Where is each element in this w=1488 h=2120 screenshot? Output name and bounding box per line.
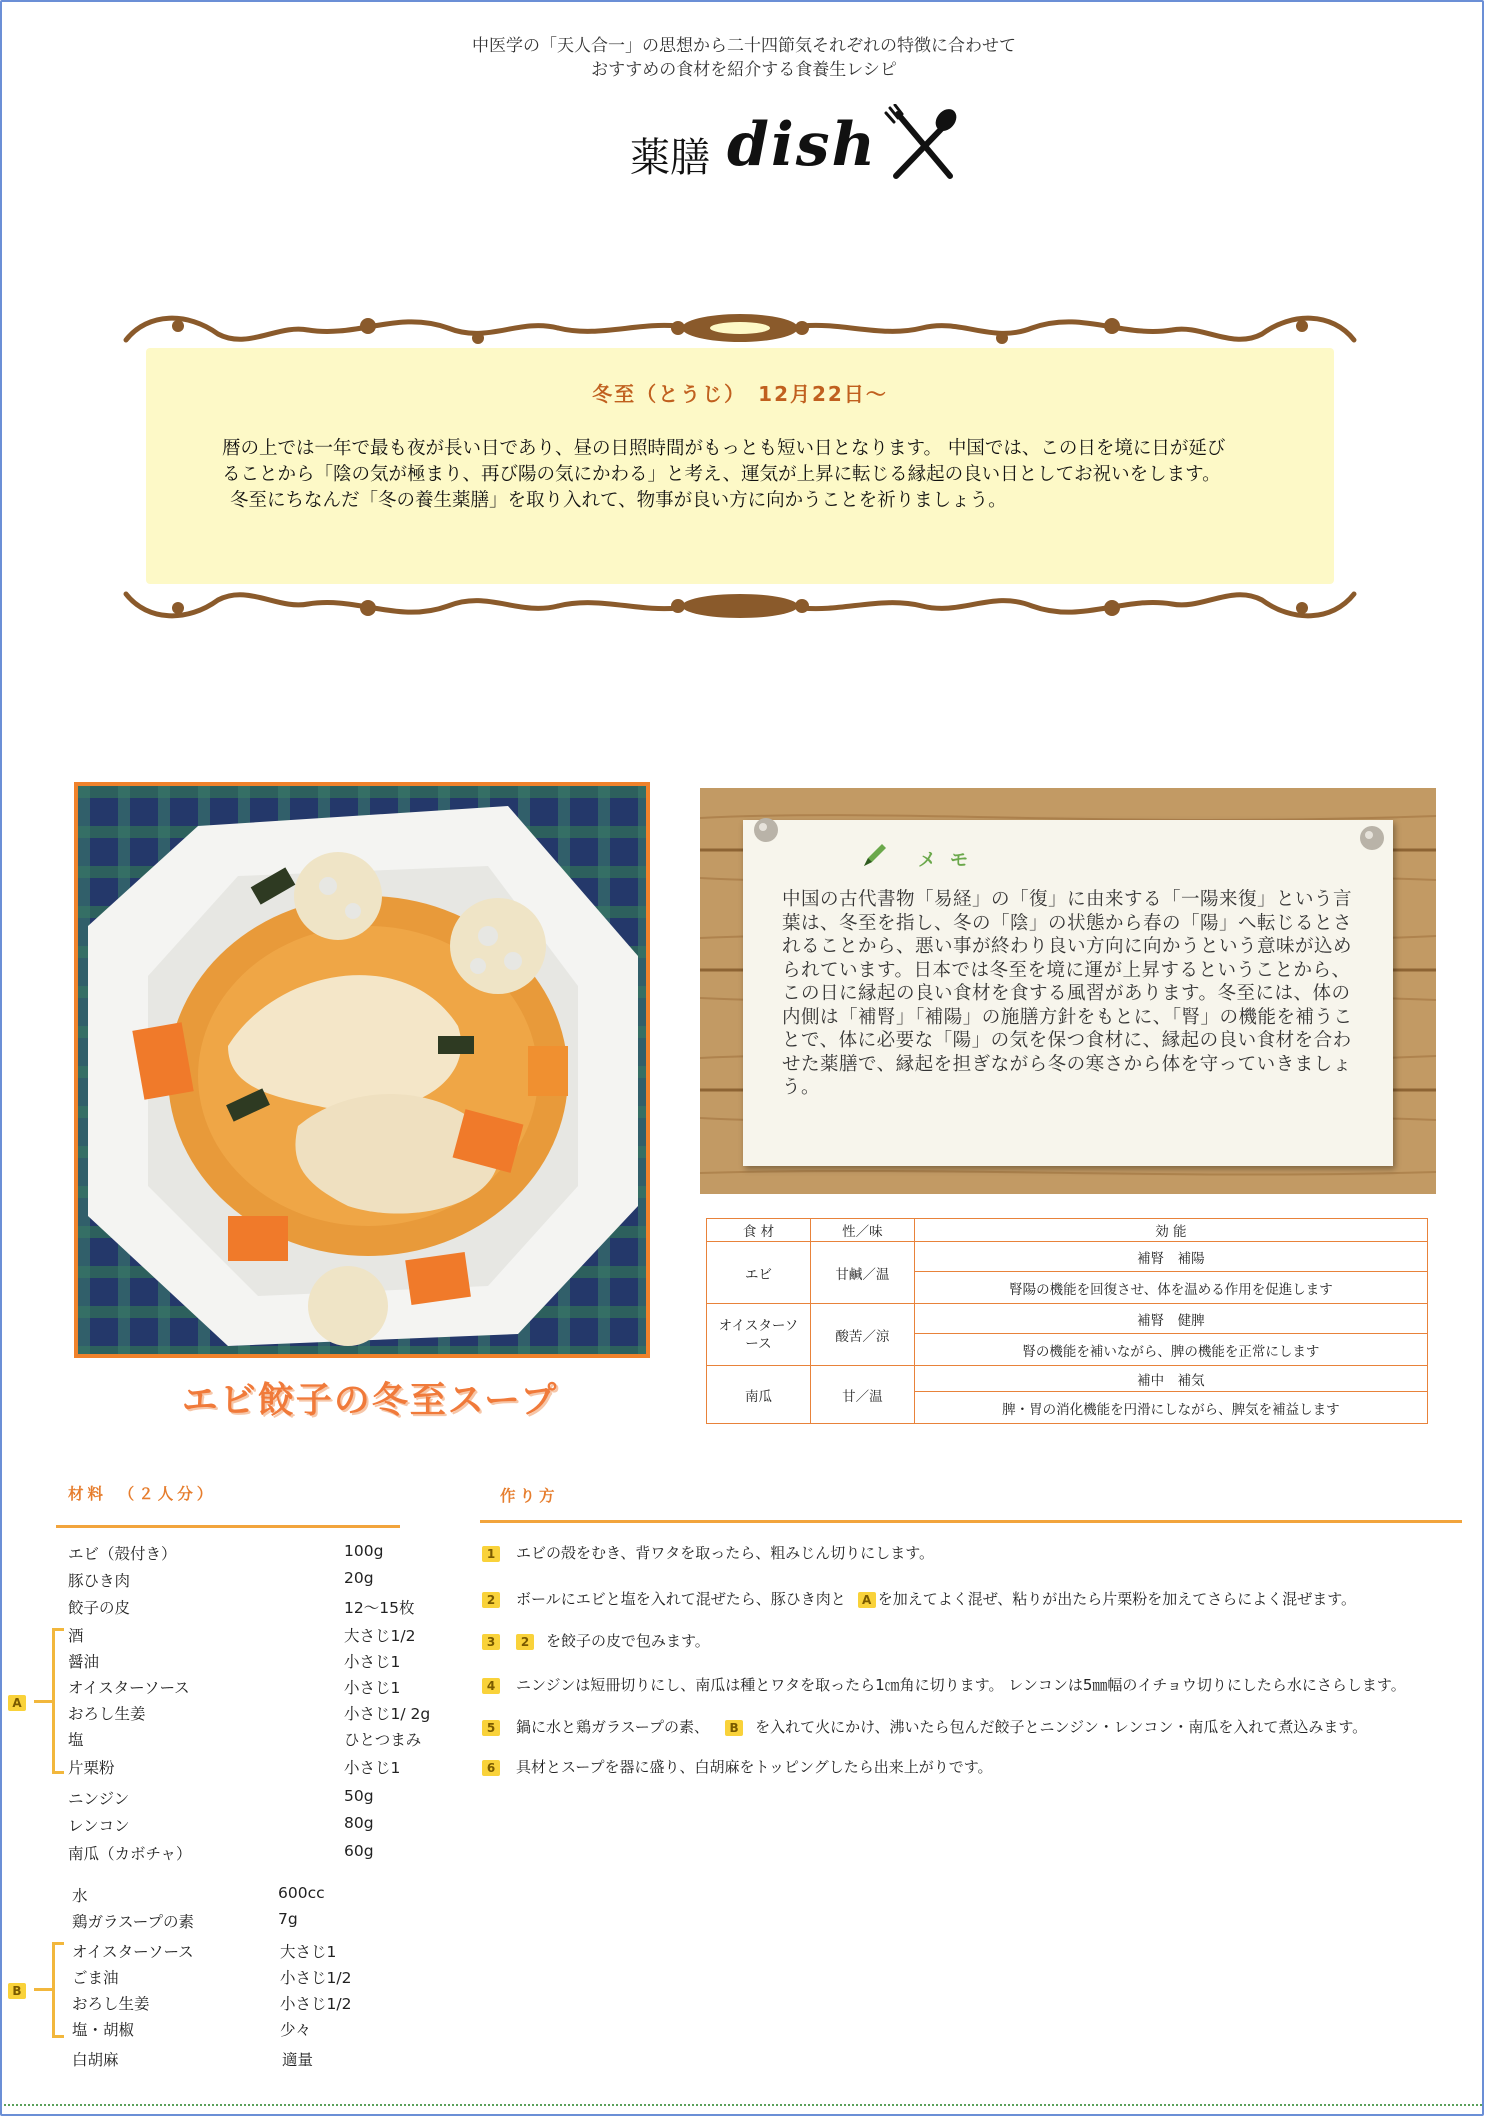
step-3: 3 2 を餃子の皮で包みます。 bbox=[482, 1630, 710, 1651]
step-2: 2 ボールにエビと塩を入れて混ぜたら、豚ひき肉と A を加えてよく混ぜ、粘りが出たら片栗粉を加えてさらによく混ぜます。 bbox=[482, 1588, 1356, 1609]
intro-line-2: おすすめの食材を紹介する食養生レシピ bbox=[591, 60, 897, 80]
group-a-cap-bottom bbox=[52, 1771, 64, 1774]
header-food: 食 材 bbox=[707, 1219, 811, 1242]
group-b-tick bbox=[34, 1988, 54, 1991]
ingredient-row: 醤油 小さじ1 bbox=[68, 1653, 401, 1671]
season-title: 冬至（とうじ） 12月22日～ bbox=[592, 382, 888, 406]
pin-left-icon bbox=[746, 812, 786, 852]
ingredient-row: レンコン 80g bbox=[68, 1814, 374, 1835]
food-cell: エビ bbox=[707, 1242, 811, 1304]
ingredient-row: ごま油 小さじ1/2 bbox=[72, 1969, 352, 1987]
ingredient-row: 餃子の皮 12～15枚 bbox=[68, 1599, 415, 1617]
season-paragraph-1: 暦の上では一年で最も夜が長い日であり、昼の日照時間がもっとも短い日となります。 中国では、この日を境に日が延びることから「陰の気が極まり、再び陽の気にかわる」と考え、運気が上昇に転じる縁起の良い日としてお祝いをします。 bbox=[222, 438, 1226, 485]
memo-body: 中国の古代書物「易経」の「復」に由来する「一陽来復」という言葉は、冬至を指し、冬の「陰」の状態から春の「陽」へ転じるとされることから、悪い事が終わり良い方向に向かうという意味が込められています。日本では冬至を境に運が上昇するということから、この日に縁起の良い食材を食する風習があります。冬至には、体の内側は「補腎」「補陽」の施膳方針をもとに、「腎」の機能を補うことで、体に必要な「陽」の気を保つ食材に、縁起の良い食材を合わせた薬膳で、縁起を担ぎながら冬の寒さから体を守っていきましょう。 bbox=[782, 889, 1353, 1098]
ingredient-row: 片栗粉 小さじ1 bbox=[68, 1759, 401, 1777]
ingredient-row: おろし生姜 小さじ1/2 bbox=[72, 1995, 352, 2013]
table-row bbox=[707, 1242, 1428, 1272]
group-a-cap-top bbox=[52, 1628, 64, 1631]
pencil-icon bbox=[860, 840, 890, 870]
food-cell: 南瓜 bbox=[707, 1366, 811, 1424]
dish-title: エビ餃子の冬至スープ bbox=[181, 1380, 559, 1421]
logo-japanese: 薬膳 bbox=[630, 135, 710, 181]
step-5: 5 鍋に水と鶏ガラスープの素、 B を入れて火にかけ、沸いたら包んだ餃子とニンジン・レンコン・南瓜を入れて煮込みます。 bbox=[482, 1716, 1367, 1737]
nature-cell: 甘／温 bbox=[810, 1366, 914, 1424]
step-4: 4 ニンジンは短冊切りにし、南瓜は種とワタを取ったら1㎝角に切ります。 レンコンは5㎜幅のイチョウ切りにしたら水にさらします。 bbox=[482, 1674, 1406, 1695]
ingredient-row: 水 600cc bbox=[72, 1884, 325, 1905]
season-paragraph-2: 冬至にちなんだ「冬の養生薬膳」を取り入れて、物事が良い方に向かうことを祈りましょう。 bbox=[230, 490, 1007, 511]
effect-short-cell: 補中 補気 bbox=[914, 1366, 1427, 1392]
food-cell: オイスターソース bbox=[707, 1304, 811, 1366]
ingredient-row: 塩・胡椒 少々 bbox=[72, 2021, 312, 2039]
season-description bbox=[222, 436, 1232, 514]
effect-long-cell: 脾・胃の消化機能を円滑にしながら、脾気を補益します bbox=[914, 1392, 1427, 1424]
step-1: 1 エビの殻をむき、背ワタを取ったら、粗みじん切りにします。 bbox=[482, 1542, 934, 1563]
effect-long-cell: 腎陽の機能を回復させ、体を温める作用を促進します bbox=[914, 1272, 1427, 1304]
ingredients-title: 材料 （２人分） bbox=[68, 1485, 217, 1503]
ingredient-row: オイスターソース 大さじ1 bbox=[72, 1943, 337, 1961]
bottom-ornament bbox=[118, 582, 1362, 630]
table-header-row bbox=[707, 1219, 1428, 1242]
ingredient-row: 塩 ひとつまみ bbox=[68, 1731, 422, 1749]
table-row bbox=[707, 1304, 1428, 1334]
group-b-cap-bottom bbox=[52, 2035, 64, 2038]
intro-line-1: 中医学の「天人合一」の思想から二十四節気それぞれの特徴に合わせて bbox=[472, 36, 1016, 56]
ingredient-row: 南瓜（カボチャ） 60g bbox=[68, 1842, 374, 1863]
nature-cell: 酸苦／涼 bbox=[810, 1304, 914, 1366]
dumpling-soup-image bbox=[78, 786, 646, 1354]
effect-short-cell: 補腎 健脾 bbox=[914, 1304, 1427, 1334]
effects-table bbox=[706, 1218, 1428, 1424]
top-ornament bbox=[118, 304, 1362, 352]
fork-spoon-icon bbox=[884, 104, 960, 184]
intro-text bbox=[0, 34, 1488, 82]
header-nature: 性／味 bbox=[810, 1219, 914, 1242]
steps-title: 作り方 bbox=[500, 1487, 559, 1505]
ingredient-row: 豚ひき肉 20g bbox=[68, 1569, 374, 1590]
memo-title: メモ bbox=[918, 850, 982, 871]
ingredient-row: エビ（殻付き） 100g bbox=[68, 1542, 384, 1563]
group-a-tick bbox=[34, 1700, 54, 1703]
effect-long-cell: 腎の機能を補いながら、脾の機能を正常にします bbox=[914, 1334, 1427, 1366]
ingredient-row: 白胡麻 適量 bbox=[72, 2051, 314, 2069]
ingredient-row: 酒 大さじ1/2 bbox=[68, 1627, 416, 1645]
logo-english: dish bbox=[727, 110, 878, 180]
bottom-dotted-rule bbox=[4, 2104, 1482, 2106]
ingredient-row: 鶏ガラスープの素 7g bbox=[72, 1910, 298, 1931]
table-row bbox=[707, 1366, 1428, 1392]
ingredient-row: ニンジン 50g bbox=[68, 1787, 374, 1808]
nature-cell: 甘鹹／温 bbox=[810, 1242, 914, 1304]
group-a-badge: A bbox=[8, 1692, 26, 1711]
step-6: 6 具材とスープを器に盛り、白胡麻をトッピングしたら出来上がりです。 bbox=[482, 1756, 993, 1777]
ingredient-row: おろし生姜 小さじ1/ 2g bbox=[68, 1705, 431, 1723]
ingredients-rule bbox=[56, 1525, 400, 1528]
group-b-cap-top bbox=[52, 1942, 64, 1945]
pin-right-icon bbox=[1352, 820, 1392, 860]
group-b-badge: B bbox=[8, 1980, 26, 1999]
effect-short-cell: 補腎 補陽 bbox=[914, 1242, 1427, 1272]
header-effect: 効 能 bbox=[914, 1219, 1427, 1242]
dish-photo bbox=[74, 782, 650, 1358]
ingredient-row: オイスターソース 小さじ1 bbox=[68, 1679, 401, 1697]
steps-rule bbox=[480, 1520, 1462, 1523]
